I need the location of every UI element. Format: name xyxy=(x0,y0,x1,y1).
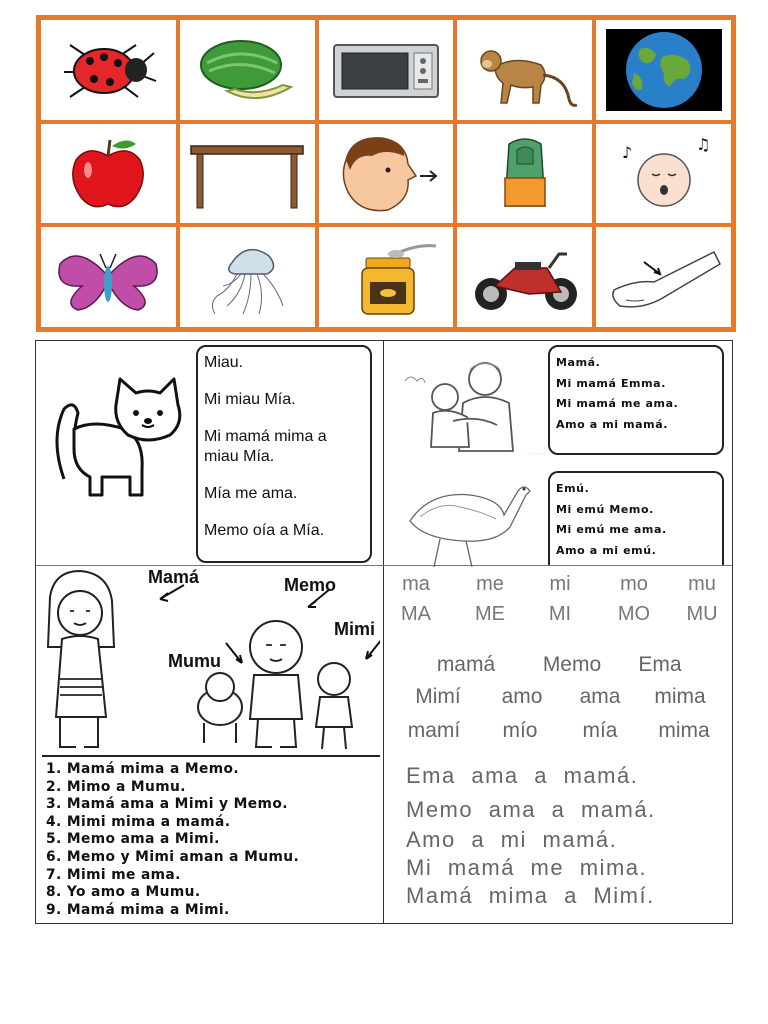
cat-story-line: Miau. xyxy=(204,354,244,371)
word: mamá xyxy=(436,653,496,676)
grid-cell xyxy=(317,225,456,329)
emu-story-line: Amo a mi emú. xyxy=(556,543,657,557)
cat-drawing xyxy=(44,369,194,509)
cat-story-line: Mi miau Mía. xyxy=(204,391,296,408)
phrase: Memo ama a mamá. xyxy=(406,797,656,822)
phrase: Ema ama a mamá. xyxy=(406,763,639,788)
word: mima xyxy=(654,685,706,708)
picture-grid xyxy=(36,15,736,332)
cat-story-line: Mía me ama. xyxy=(204,485,298,502)
image-credit-smudge: · · · · · · · · · · xyxy=(526,451,551,456)
grid-cell xyxy=(594,122,733,226)
sentence-item: 9. Mamá mima a Mimi. xyxy=(46,901,230,918)
label-memo: Memo xyxy=(284,575,337,595)
grid-cell xyxy=(455,18,594,122)
column-divider xyxy=(383,341,384,923)
syllable-upper: MA xyxy=(401,603,431,625)
apple-icon xyxy=(48,130,168,216)
emu-story-line: Emú. xyxy=(556,482,590,495)
cat-story-box xyxy=(196,345,372,563)
svg-text:♫: ♫ xyxy=(695,135,710,155)
sentence-item: 4. Mimi mima a mamá. xyxy=(46,813,231,830)
word: mamí xyxy=(407,719,461,742)
label-mama: Mamá xyxy=(148,567,200,587)
word: amo xyxy=(501,685,543,708)
grid-cell xyxy=(39,225,178,329)
emu-drawing xyxy=(400,481,546,567)
watermelon-icon xyxy=(187,27,307,113)
mama-story-line: Mi mamá me ama. xyxy=(556,397,679,410)
syllable-lower: mi xyxy=(549,573,571,595)
butterfly-icon xyxy=(48,234,168,320)
wrist-icon xyxy=(604,234,724,320)
mama-story-line: Mamá. xyxy=(556,356,601,369)
table-icon xyxy=(187,130,307,216)
syllable-upper: MU xyxy=(686,603,718,625)
syllable-upper: MI xyxy=(548,603,572,625)
word: mío xyxy=(502,719,538,742)
grid-cell xyxy=(317,122,456,226)
honey-jar-icon xyxy=(326,234,446,320)
motorcycle-icon xyxy=(465,234,585,320)
sentence-item: 7. Mimi me ama. xyxy=(46,866,181,883)
label-mumu: Mumu xyxy=(168,651,221,671)
mama-story-box xyxy=(548,345,724,455)
backpack-icon xyxy=(465,130,585,216)
humming-face-icon xyxy=(604,130,724,216)
word: ama xyxy=(579,685,621,708)
cat-story-line: Memo oía a Mía. xyxy=(204,522,325,539)
grid-cell xyxy=(594,225,733,329)
syllable-lower: mu xyxy=(688,573,716,595)
emu-story-line: Mi emú Memo. xyxy=(556,502,654,516)
sentence-item: 8. Yo amo a Mumu. xyxy=(46,884,201,901)
microwave-icon xyxy=(326,27,446,113)
sentence-item: 6. Memo y Mimi aman a Mumu. xyxy=(46,848,300,865)
grid-cell xyxy=(178,225,317,329)
mama-story-line: Mi mamá Emma. xyxy=(556,376,666,390)
emu-story-line: Mi emú me ama. xyxy=(556,523,667,536)
grid-cell xyxy=(178,122,317,226)
grid-cell xyxy=(317,18,456,122)
emu-story-box xyxy=(548,471,724,565)
sentence-item: 5. Memo ama a Mimi. xyxy=(46,831,220,848)
phrase: Mamá mima a Mimí. xyxy=(406,883,655,908)
grid-cell xyxy=(39,18,178,122)
phrase: Amo a mi mamá. xyxy=(406,827,618,852)
grid-cell xyxy=(178,18,317,122)
svg-text:♪: ♪ xyxy=(621,143,632,163)
word: mía xyxy=(582,719,618,742)
grid-cell xyxy=(39,122,178,226)
jellyfish-icon xyxy=(187,234,307,320)
word: Memo xyxy=(542,653,602,676)
syllable-upper: ME xyxy=(475,603,505,625)
grid-cell xyxy=(455,225,594,329)
mother-hug-drawing xyxy=(393,351,543,463)
monkey-icon xyxy=(465,27,585,113)
sentence-item: 1. Mamá mima a Memo. xyxy=(46,761,240,777)
row-divider xyxy=(36,565,732,566)
word: Ema xyxy=(638,653,682,676)
syllable-lower: ma xyxy=(402,573,430,595)
ground-line xyxy=(42,755,380,757)
sentence-item: 2. Mimo a Mumu. xyxy=(46,778,186,795)
phrase: Mi mamá me mima. xyxy=(406,855,648,880)
word: mima xyxy=(658,719,710,742)
sentence-item: 3. Mamá ama a Mimi y Memo. xyxy=(46,796,288,813)
ladybug-icon xyxy=(48,27,168,113)
syllable-lower: me xyxy=(476,573,504,595)
nose-icon xyxy=(326,130,446,216)
label-mimi: Mimi xyxy=(334,619,376,639)
syllable-lower: mo xyxy=(620,573,648,595)
grid-cell xyxy=(594,18,733,122)
worksheet xyxy=(35,340,733,924)
sentence-list xyxy=(46,761,380,919)
mama-story-line: Amo a mi mamá. xyxy=(556,417,669,431)
syllable-upper: MO xyxy=(617,603,651,625)
cat-story-line: Mi mamá mima a miau Mía. xyxy=(204,428,327,465)
earth-icon xyxy=(604,27,724,113)
word: Mimí xyxy=(415,685,461,708)
grid-cell xyxy=(455,122,594,226)
